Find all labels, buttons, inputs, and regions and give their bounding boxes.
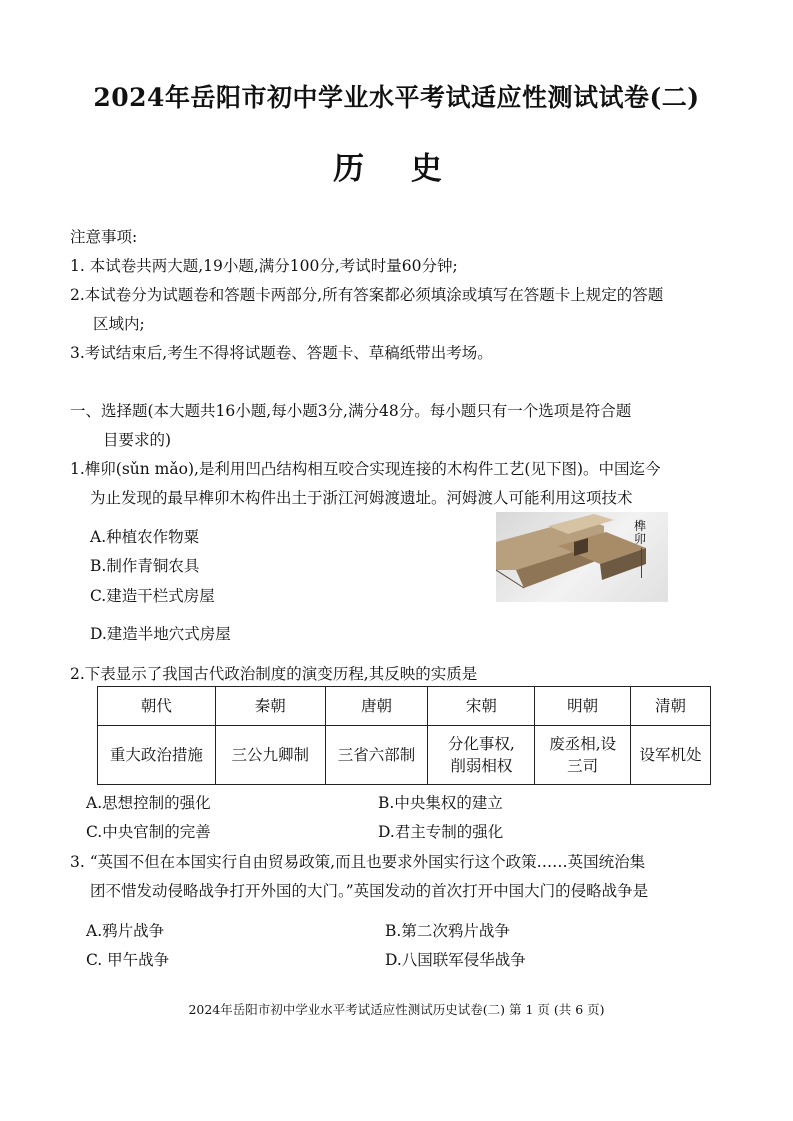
exam-title: 2024年岳阳市初中学业水平考试适应性测试试卷(二) [93, 83, 700, 112]
table-header-cell: 唐朝 [325, 687, 428, 726]
table-row [98, 726, 711, 785]
table-header-cell: 秦朝 [215, 687, 325, 726]
notice-item-1: 1. 本试卷共两大题,19小题,满分100分,考试时量60分钟; [70, 257, 458, 275]
notice-heading: 注意事项: [70, 228, 138, 246]
q2-option-c: C.中央官制的完善 [86, 823, 211, 841]
q1-option-a: A.种植农作物粟 [90, 528, 200, 546]
cell-text-line2: 削弱相权 [450, 757, 513, 775]
q1-option-b: B.制作青铜农具 [90, 557, 200, 575]
table-header-row [98, 687, 711, 726]
cell-text-line1: 废丞相,设 [549, 735, 617, 753]
table-cell [535, 726, 631, 785]
q2-option-b: B.中央集权的建立 [378, 794, 503, 812]
q2-stem: 2.下表显示了我国古代政治制度的演变历程,其反映的实质是 [70, 665, 478, 683]
cell-text-line1: 分化事权, [447, 735, 515, 753]
section-heading: 一、选择题(本大题共16小题,每小题3分,满分48分。每小题只有一个选项是符合题 [70, 402, 632, 420]
cell-text-line2: 三司 [567, 757, 599, 775]
table-cell [631, 726, 711, 785]
q3-option-c: C. 甲午战争 [86, 951, 170, 969]
table-header-cell: 宋朝 [428, 687, 535, 726]
notice-item-2: 2.本试卷分为试题卷和答题卡两部分,所有答案都必须填涂或填写在答题卡上规定的答题 [70, 286, 664, 304]
caption-rule [641, 548, 642, 578]
cell-text: 三省六部制 [337, 746, 416, 764]
image-caption: 榫卯 [633, 519, 646, 546]
q1-stem: 1.榫卯(sǔn mǎo),是利用凹凸结构相互咬合实现连接的木构件工艺(见下图)。中国迄今 [70, 460, 661, 478]
q2-option-d: D.君主专制的强化 [378, 823, 504, 841]
political-system-table [97, 686, 711, 785]
q3-option-d: D.八国联军侵华战争 [385, 951, 526, 969]
q1-option-d: D.建造半地穴式房屋 [90, 625, 231, 643]
cell-text: 三公九卿制 [231, 746, 309, 764]
q1-option-c: C.建造干栏式房屋 [90, 587, 215, 605]
q1-stem-cont: 为止发现的最早榫卯木构件出土于浙江河姆渡遗址。河姆渡人可能利用这项技术 [90, 489, 633, 507]
cell-text: 设军机处 [639, 746, 702, 764]
q2-option-a: A.思想控制的强化 [86, 794, 211, 812]
table-header-cell: 清朝 [631, 687, 711, 726]
page-footer: 2024年岳阳市初中学业水平考试适应性测试历史试卷(二) 第 1 页 (共 6 页) [188, 1002, 605, 1017]
table-header-cell: 明朝 [535, 687, 631, 726]
notice-item-2-cont: 区域内; [93, 315, 145, 333]
q3-option-b: B.第二次鸦片战争 [385, 922, 510, 940]
subject-title: 历 史 [333, 151, 460, 187]
mortise-tenon-image [496, 512, 668, 602]
table-cell [215, 726, 325, 785]
table-header-cell: 朝代 [98, 687, 216, 726]
q3-option-a: A.鸦片战争 [86, 922, 165, 940]
q3-stem: 3. “英国不但在本国实行自由贸易政策,而且也要求外国实行这个政策……英国统治集 [70, 853, 646, 871]
table-cell [428, 726, 535, 785]
notice-item-3: 3.考试结束后,考生不得将试题卷、答题卡、草稿纸带出考场。 [70, 344, 493, 362]
table-cell [325, 726, 428, 785]
row-label: 重大政治措施 [98, 726, 216, 785]
section-heading-cont: 目要求的) [103, 431, 172, 449]
q3-stem-cont: 团不惜发动侵略战争打开外国的大门。”英国发动的首次打开中国大门的侵略战争是 [90, 882, 649, 900]
